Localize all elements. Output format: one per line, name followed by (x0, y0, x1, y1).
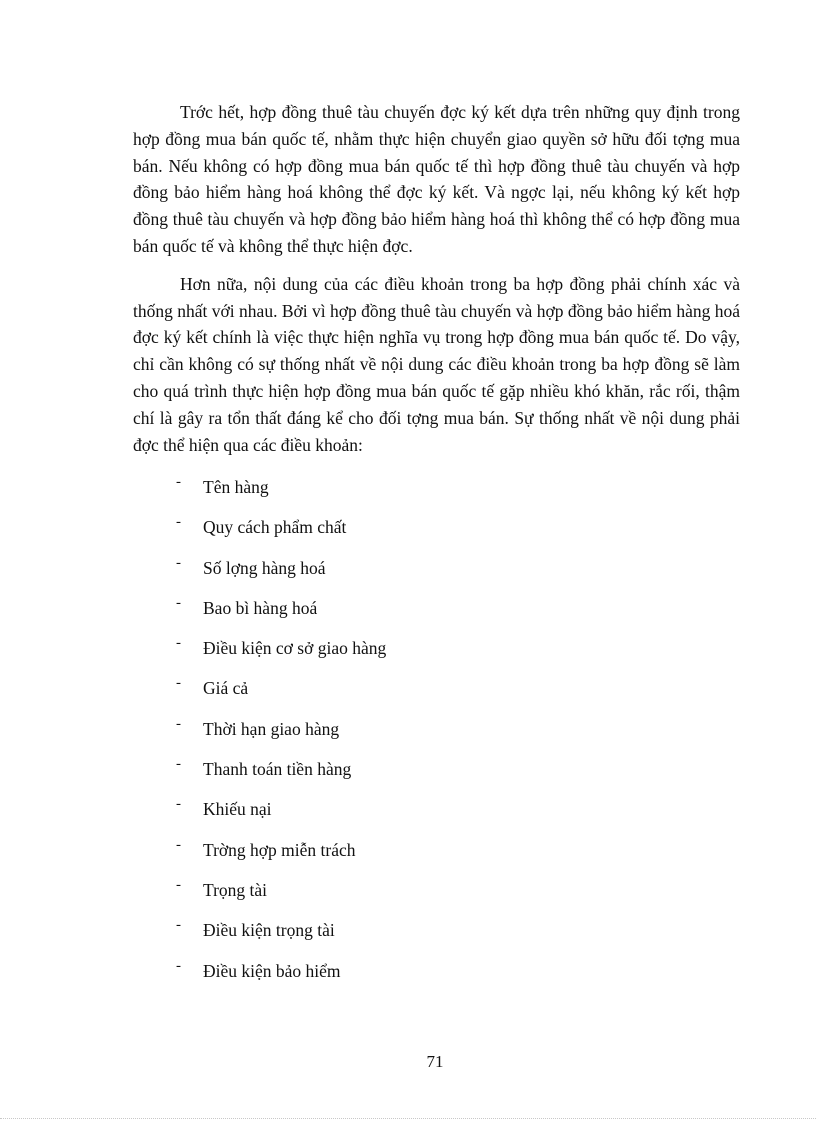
list-item-label: Quy cách phẩm chất (203, 517, 347, 538)
bullet-dash-icon: - (176, 474, 181, 490)
bullet-dash-icon: - (176, 554, 181, 571)
list-item-label: Trờng hợp miễn trách (203, 839, 356, 860)
list-item-label: Tên hàng (203, 477, 269, 497)
list-item-label: Điều kiện bảo hiểm (203, 960, 341, 981)
list-item-label: Thời hạn giao hàng (203, 718, 340, 739)
list-item-label: Điều kiện cơ sở giao hàng (203, 638, 387, 659)
bullet-dash-icon: - (176, 594, 181, 611)
paragraph-1: Trớc hết, hợp đồng thuê tàu chuyến đợc ký kết dựa trên những quy định trong hợp đồng mua bán quốc tế, nhằm thực hiện chuyển giao quyền sở hữu đối tợng mua bán. Nếu không có hợp đồng mua bán quốc tế thì hợp đồng thuê tàu chuyến và hợp đồng bảo hiểm hàng hoá không thể đợc ký kết. Và ngợc lại, nếu không ký kết hợp đồng thuê tàu chuyến và hợp đồng bảo hiểm hàng hoá thì không thể có hợp đồng mua bán quốc tế và không thể thực hiện đợc. (133, 102, 740, 256)
list-item-label: Thanh toán tiền hàng (203, 759, 352, 780)
bullet-dash-icon: - (176, 796, 181, 813)
list-item-label: Điều kiện trọng tài (203, 920, 335, 941)
bullet-dash-icon: - (176, 836, 181, 853)
bullet-dash-icon: - (176, 675, 181, 692)
bullet-dash-icon: - (176, 957, 181, 974)
bullet-dash-icon: - (176, 635, 181, 652)
list-item-label: Số lợng hàng hoá (203, 557, 326, 578)
bullet-dash-icon: - (176, 876, 181, 893)
list-item-label: Bao bì hàng hoá (203, 597, 318, 618)
bullet-dash-icon: - (176, 756, 181, 773)
body-text (133, 99, 740, 458)
list-item-label: Trọng tài (203, 879, 268, 900)
bullet-dash-icon: - (176, 715, 181, 732)
bullet-dash-icon: - (176, 917, 181, 934)
paragraph-2: Hơn nữa, nội dung của các điều khoản trong ba hợp đồng phải chính xác và thống nhất với nhau. Bởi vì hợp đồng thuê tàu chuyến và hợp đồng bảo hiểm hàng hoá đợc ký kết chính là việc thực hiện nghĩa vụ trong hợp đồng mua bán quốc tế. Do vậy, chỉ cần không có sự thống nhất về nội dung các điều khoản trong ba hợp đồng sẽ làm cho quá trình thực hiện hợp đồng mua bán quốc tế gặp nhiều khó khăn, rắc rối, thậm chí là gây ra tổn thất đáng kể cho đối tợng mua bán. Sự thống nhất về nội dung phải đợc thể hiện qua các điều khoản: (133, 273, 740, 455)
page-bottom-divider (0, 1118, 816, 1119)
list-item-label: Khiếu nại (203, 799, 272, 820)
bullet-dash-icon: - (176, 514, 181, 531)
page-number: 71 (426, 1052, 444, 1071)
list-item-label: Giá cả (203, 678, 249, 699)
